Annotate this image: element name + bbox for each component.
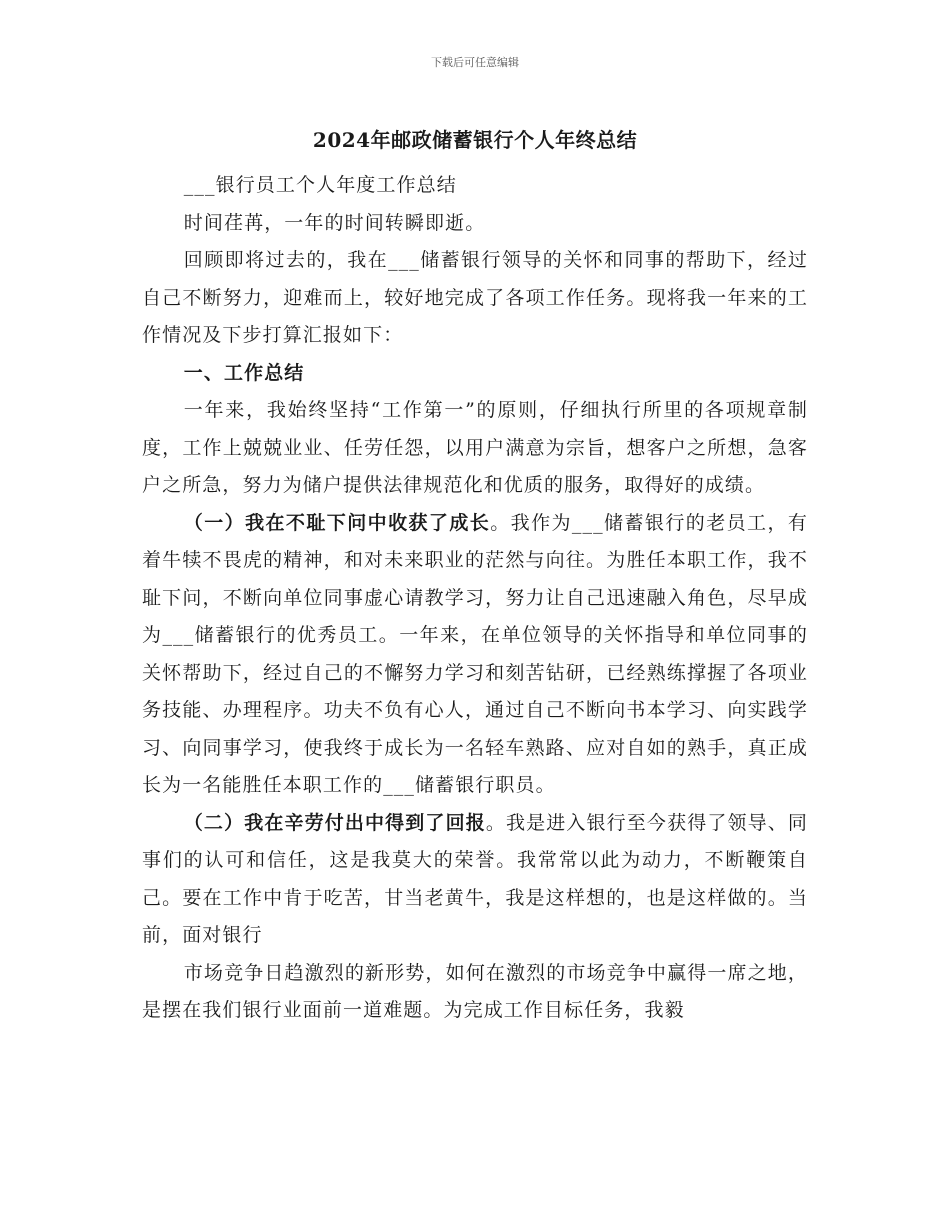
- paragraph-summary: 一年来，我始终坚持“工作第一”的原则，仔细执行所里的各项规章制度，工作上兢兢业业、任劳任怨，以用户满意为宗旨，想客户之所想，急客户之所急，努力为储户提供法律规范化和优质的服务，取得好的成绩。: [142, 399, 808, 496]
- reward-lead: （二）我在辛劳付出中得到了回报: [183, 811, 486, 834]
- paragraph-reward: [142, 805, 808, 955]
- growth-body: 。我作为___储蓄银行的老员工，有着牛犊不畏虎的精神，和对未来职业的茫然与向往。为胜任本职工作，我不耻下问，不断向单位同事虚心请教学习，努力让自己迅速融入角色，尽早成为___储蓄银行的优秀员工。一年来，在单位领导的关怀指导和单位同事的关怀帮助下，经过自己的不懈努力学习和刻苦钻研，已经熟练撑握了各项业务技能、办理程序。功夫不负有心人，通过自己不断向书本学习、向实践学习、向同事学习，使我终于成长为一名轻车熟路、应对自如的熟手，真正成长为一名能胜任本职工作的___储蓄银行职员。: [142, 511, 808, 796]
- reward-body: 。我是进入银行至今获得了领导、同事们的认可和信任，这是我莫大的荣誉。我常常以此为动力，不断鞭策自己。要在工作中肯于吃苦，甘当老黄牛，我是这样想的，也是这样做的。当前，面对银行: [142, 811, 808, 946]
- paragraph-intro: 时间荏苒，一年的时间转瞬即逝。: [183, 211, 486, 234]
- document-title: 2024年邮政储蓄银行个人年终总结: [312, 128, 638, 152]
- paragraph-subtitle: ___银行员工个人年度工作总结: [183, 174, 457, 196]
- document-body: [142, 167, 808, 1030]
- paragraph-review: 回顾即将过去的，我在___储蓄银行领导的关怀和同事的帮助下，经过自己不断努力，迎难而上，较好地完成了各项工作任务。现将我一年来的工作情况及下步打算汇报如下：: [142, 249, 808, 346]
- section-heading: 一、工作总结: [183, 361, 305, 384]
- header-note: 下载后可任意编辑: [431, 56, 519, 69]
- paragraph-growth: [142, 505, 808, 805]
- paragraph-market: 市场竞争日趋激烈的新形势，如何在激烈的市场竞争中赢得一席之地，是摆在我们银行业面前一道难题。为完成工作目标任务，我毅: [142, 961, 808, 1021]
- growth-lead: （一）我在不耻下问中收获了成长: [183, 511, 491, 534]
